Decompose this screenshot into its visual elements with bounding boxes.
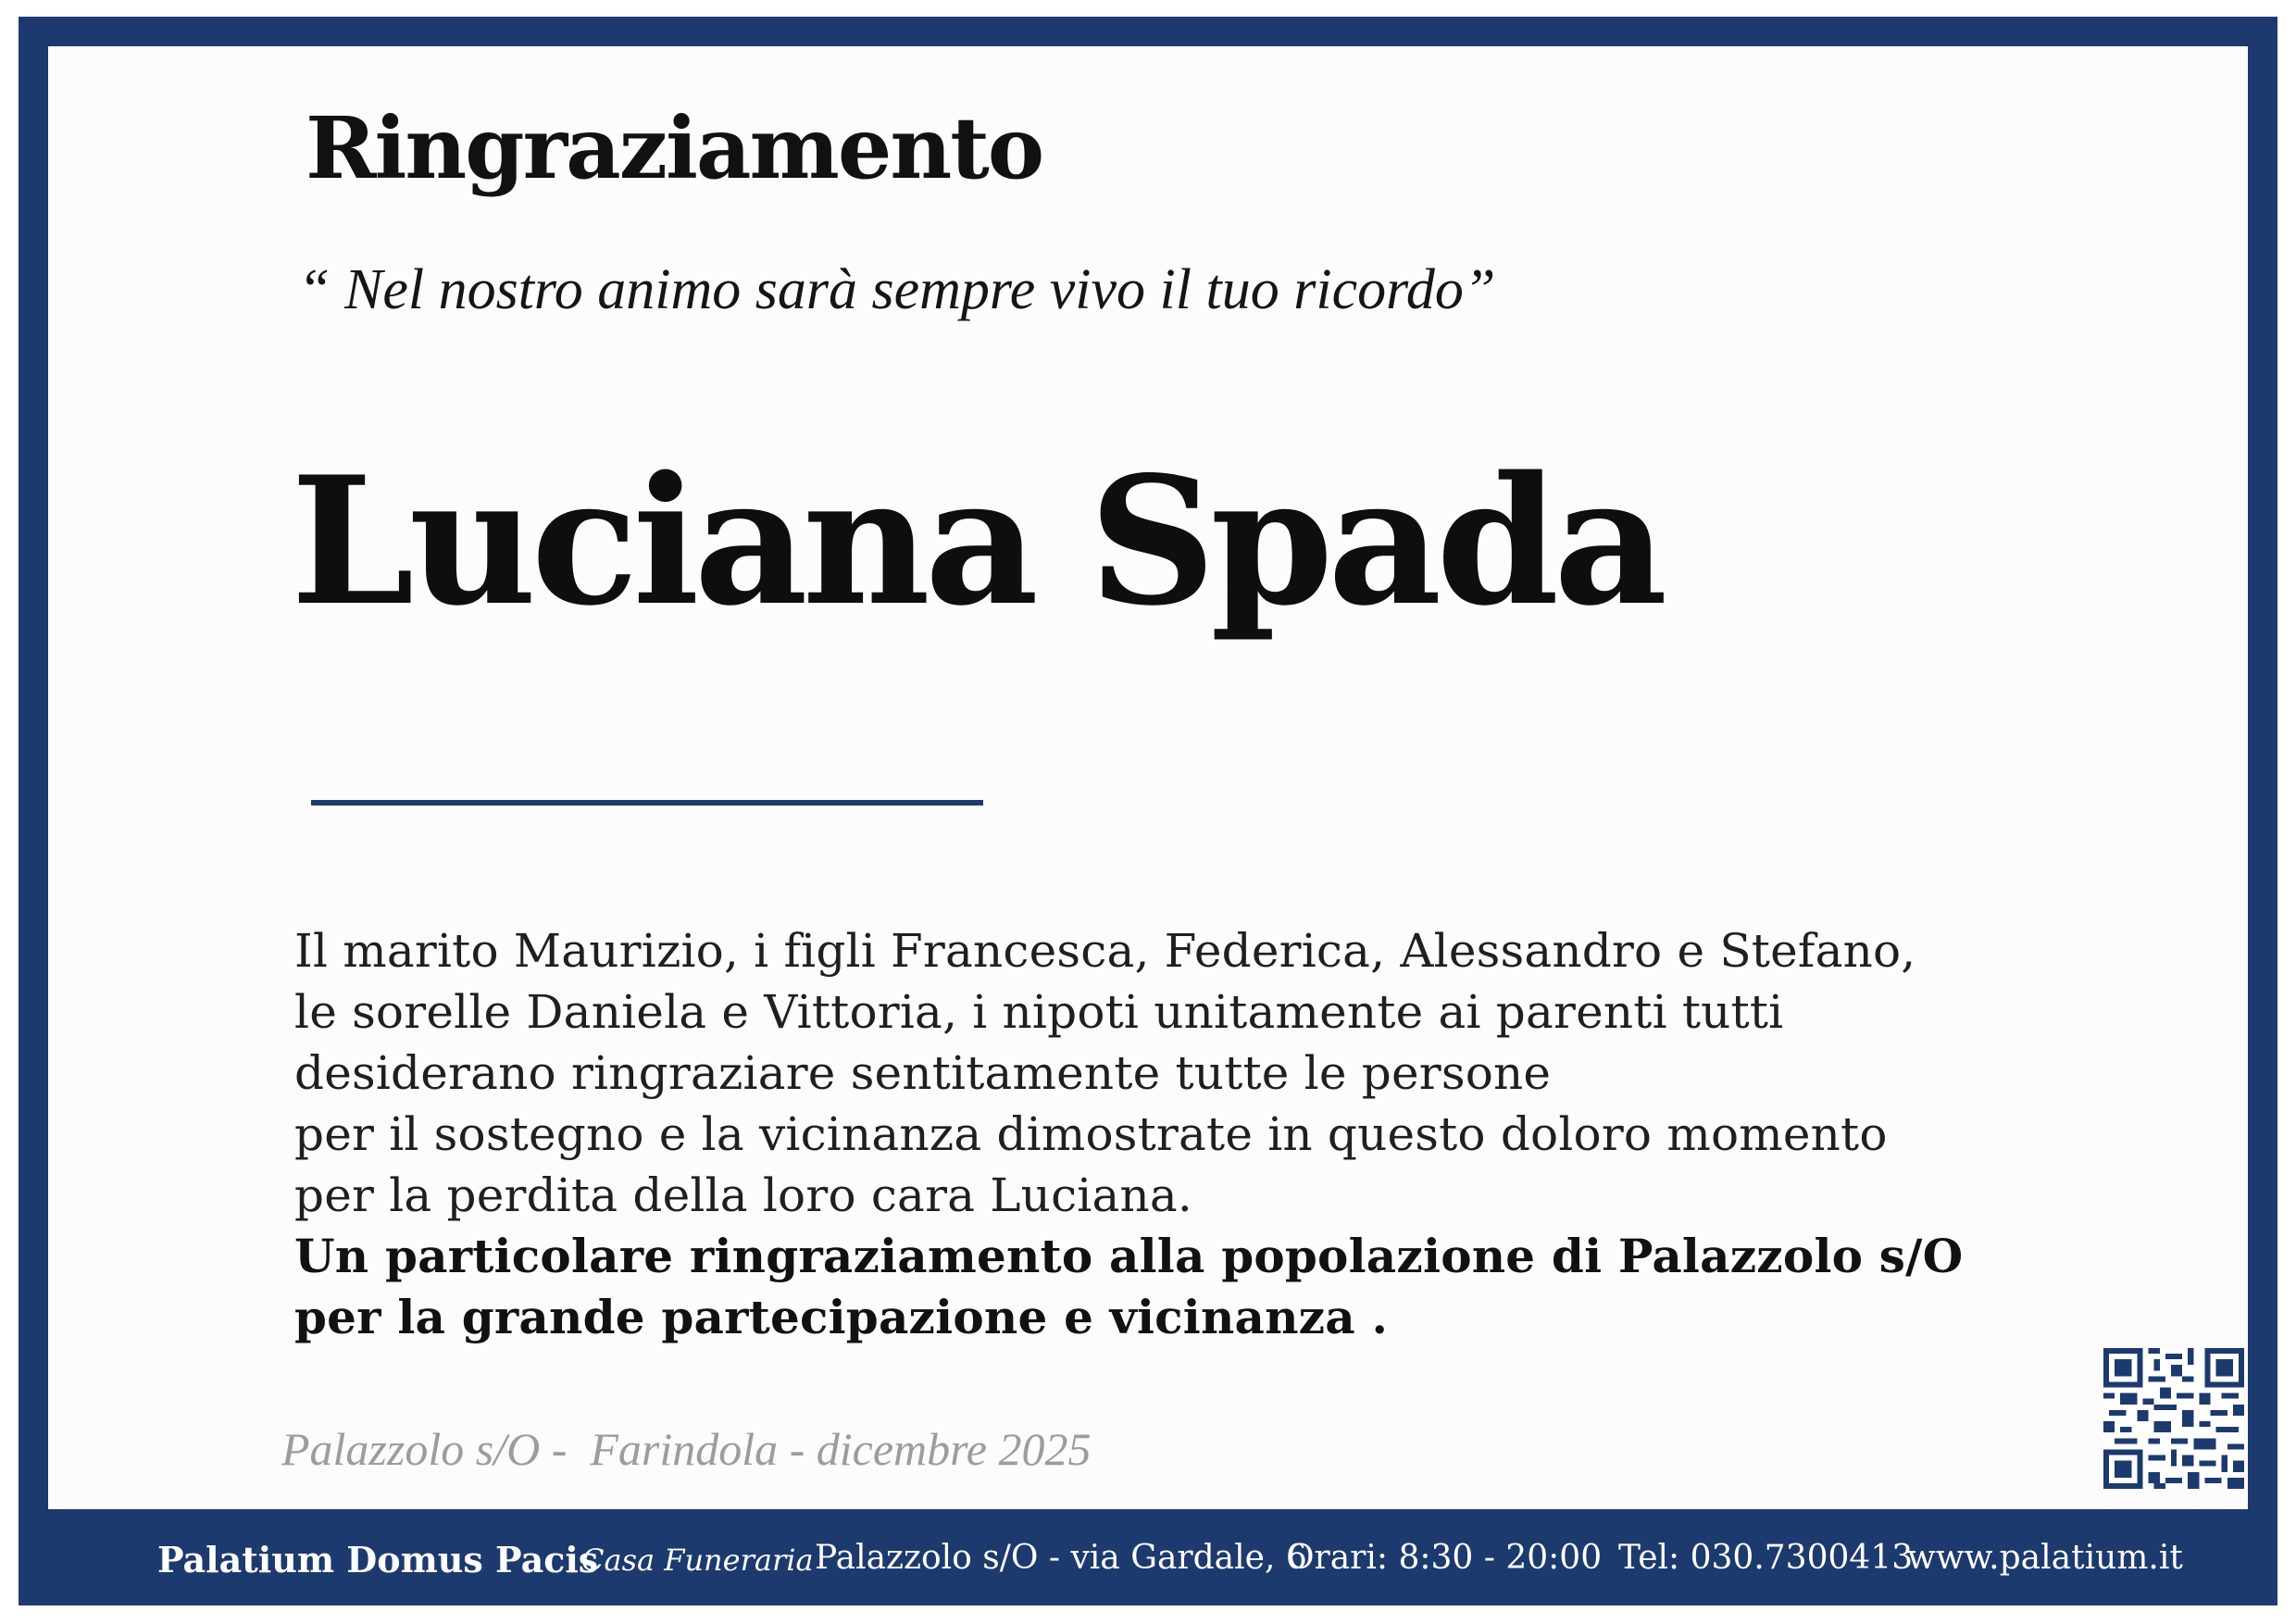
footer-website[interactable]: www.palatium.it [1907,1539,2183,1577]
message-line: per il sostegno e la vicinanza dimostrate in questo doloro momento [294,1107,1888,1161]
page-frame [19,17,2277,1605]
footer-brand: Palatium Domus Pacis [157,1539,599,1580]
footer-bar [19,1509,2277,1605]
footer-subtitle: Casa Funeraria [581,1543,814,1578]
deceased-name: Luciana Spada [291,438,1663,644]
special-thanks-line: per la grande partecipazione e vicinanza . [294,1290,1389,1344]
footer-address: Palazzolo s/O - via Gardale, 6 [815,1539,1307,1577]
message-line: per la perdita della loro cara Luciana. [294,1168,1192,1222]
special-thanks-line: Un particolare ringraziamento alla popolazione di Palazzolo s/O [294,1229,1964,1283]
notice-sheet [48,46,2248,1509]
thank-you-message [294,920,2053,1348]
footer-hours: Orari: 8:30 - 20:00 [1287,1539,1603,1577]
qr-code-icon [2103,1348,2244,1489]
notice-title: Ringraziamento [306,98,1043,198]
message-line: le sorelle Daniela e Vittoria, i nipoti unitamente ai parenti tutti [294,985,1784,1039]
message-line: desiderano ringraziare sentitamente tutte le persone [294,1046,1552,1100]
place-date: Palazzolo s/O - Farindola - dicembre 2025 [281,1423,1092,1475]
message-line: Il marito Maurizio, i figli Francesca, Federica, Alessandro e Stefano, [294,924,1916,978]
footer-phone: Tel: 030.7300413 [1618,1539,1914,1577]
memorial-quote: “ Nel nostro animo sarà sempre vivo il tuo ricordo” [298,258,1496,321]
divider-line [311,800,983,806]
